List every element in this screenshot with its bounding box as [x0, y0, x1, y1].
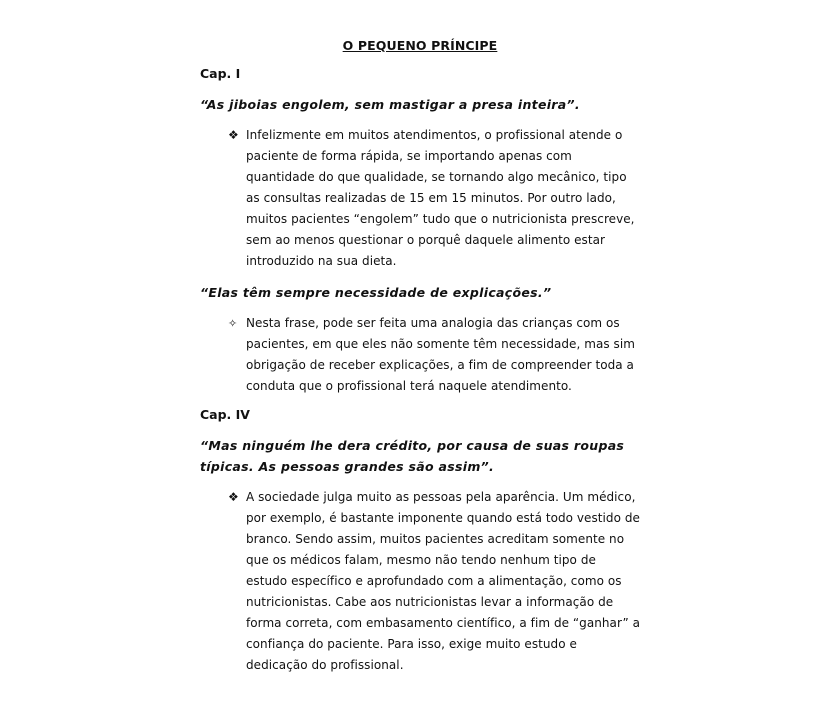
bullet-text-2: Nesta frase, pode ser feita uma analogia das crianças com os pacientes, em que eles não somente têm necessidade, mas sim obrigação de receber explicações, a fim de compreender toda a conduta que o profissional terá naquele atendimento.	[246, 316, 635, 393]
quote-1: “As jiboias engolem, sem mastigar a presa inteira”.	[200, 97, 580, 112]
document-page	[200, 38, 640, 686]
quote-3: “Mas ninguém lhe dera crédito, por causa de suas roupas típicas. As pessoas grandes são assim”.	[200, 438, 625, 474]
chapter-heading-4: Cap. IV	[200, 407, 250, 422]
document-title: O PEQUENO PRÍNCIPE	[342, 38, 498, 53]
bullet-text-3: A sociedade julga muito as pessoas pela aparência. Um médico, por exemplo, é bastante imponente quando está todo vestido de branco. Sendo assim, muitos pacientes acreditam somente no que os médicos falam, mesmo não tendo nenhum tipo de estudo específico e aprofundado com a alimentação, como os nutricionistas. Cabe aos nutricionistas levar a informação de forma correta, com embasamento científico, a fim de “ganhar” a confiança do paciente. Para isso, exige muito estudo e dedicação do profissional.	[246, 490, 640, 672]
quote-2: “Elas têm sempre necessidade de explicações.”	[200, 285, 552, 300]
bullet-paragraph-2	[200, 313, 640, 397]
outlined-four-diamond-icon: ✧	[228, 317, 238, 330]
bullet-paragraph-3	[200, 487, 640, 676]
chapter-heading-1: Cap. I	[200, 66, 241, 81]
bullet-text-1: Infelizmente em muitos atendimentos, o profissional atende o paciente de forma rápida, se importando apenas com quantidade do que qualidade, se tornando algo mecânico, tipo as consultas realizadas de 15 em 15 minutos. Por outro lado, muitos pacientes “engolem” tudo que o nutricionista prescreve, sem ao menos questionar o porquê daquele alimento estar introduzido na sua dieta.	[246, 128, 635, 268]
black-diamond-four-dots-icon: ❖	[228, 490, 239, 504]
black-diamond-four-dots-icon: ❖	[228, 128, 239, 142]
bullet-paragraph-1	[200, 125, 640, 272]
